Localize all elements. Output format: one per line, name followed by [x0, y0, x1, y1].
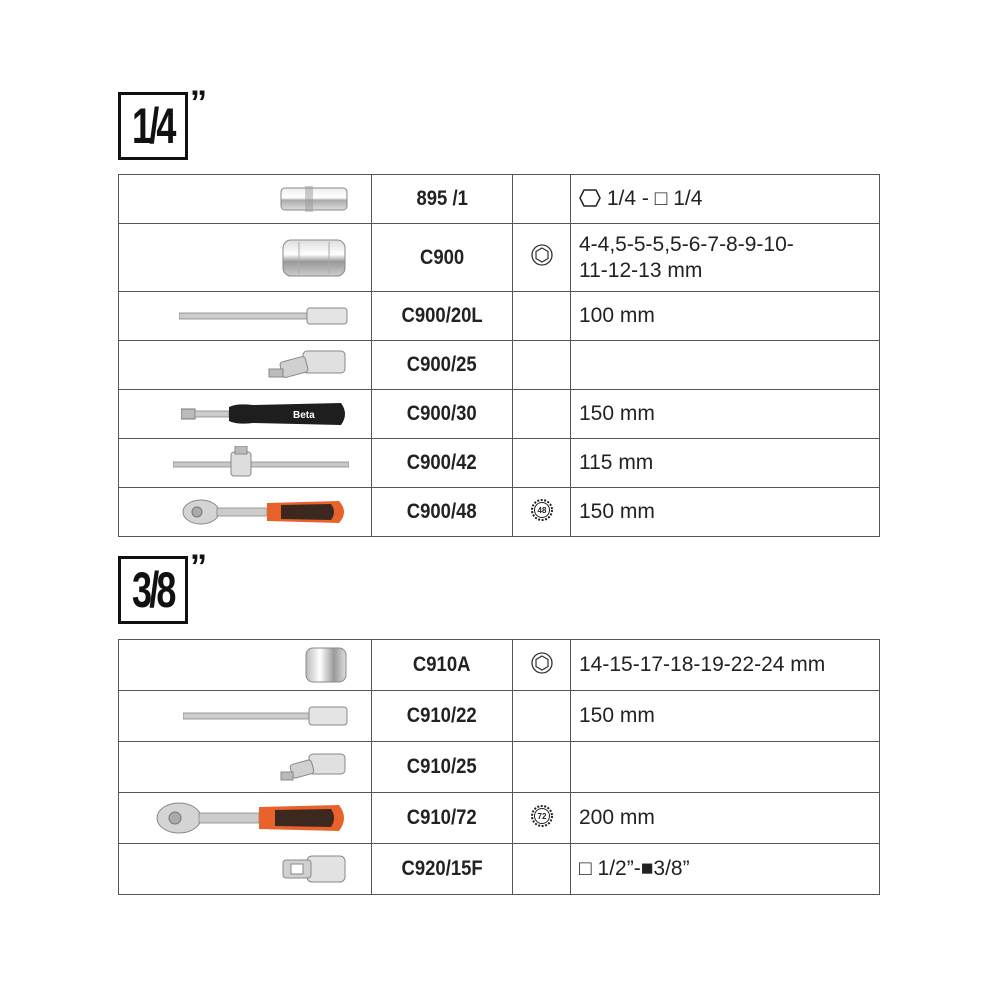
parts-table-three-eighths-inch — [118, 639, 880, 895]
image-cell — [119, 224, 372, 292]
table-row — [119, 175, 880, 224]
symbol-cell — [513, 224, 571, 292]
symbol-cell — [513, 488, 571, 537]
image-cell — [119, 691, 372, 742]
symbol-cell — [513, 439, 571, 488]
part-description: 150 mm — [571, 390, 880, 439]
socket-image — [279, 236, 349, 280]
part-description: 150 mm — [571, 488, 880, 537]
part-code: C910/72 — [372, 793, 513, 844]
universal-joint-image — [267, 347, 349, 383]
ratchet-72-teeth-icon — [531, 805, 553, 827]
part-code: C910A — [372, 640, 513, 691]
desc-part-3: 3/8” — [653, 857, 690, 881]
symbol-cell — [513, 793, 571, 844]
table-row — [119, 793, 880, 844]
image-cell — [119, 341, 372, 390]
part-description: 4-4,5-5-5,5-6-7-8-9-10- 11-12-13 mm — [571, 224, 880, 292]
12-point-socket-icon — [531, 244, 553, 266]
table-row — [119, 640, 880, 691]
adaptor-socket-image — [279, 184, 349, 214]
part-description: 115 mm — [571, 439, 880, 488]
extension-bar-image — [183, 705, 349, 727]
part-code: C920/15F — [372, 844, 513, 895]
ratchet-image — [155, 800, 349, 836]
part-description: 200 mm — [571, 793, 880, 844]
desc-part-1: □ 1/2”- — [579, 857, 641, 881]
table-row — [119, 488, 880, 537]
inch-mark: ” — [190, 84, 207, 122]
inch-mark: ” — [190, 548, 207, 586]
part-code: 895 /1 — [372, 175, 513, 224]
image-cell — [119, 488, 372, 537]
table-row — [119, 390, 880, 439]
table-row — [119, 292, 880, 341]
table-row — [119, 341, 880, 390]
image-cell — [119, 844, 372, 895]
symbol-cell — [513, 691, 571, 742]
part-description: 150 mm — [571, 691, 880, 742]
parts-table-quarter-inch — [118, 174, 880, 537]
socket-image — [303, 645, 349, 685]
image-cell — [119, 742, 372, 793]
part-description: 100 mm — [571, 292, 880, 341]
part-code: C910/25 — [372, 742, 513, 793]
brand-label: Beta — [293, 410, 315, 421]
table-row — [119, 439, 880, 488]
symbol-cell — [513, 292, 571, 341]
symbol-cell — [513, 742, 571, 793]
sliding-t-handle-image — [173, 446, 349, 480]
size-label: 3/8 — [132, 562, 174, 618]
hexagon-outline-icon — [579, 189, 601, 207]
ratchet-image — [181, 497, 349, 527]
section-header-three-eighths-inch — [118, 548, 207, 624]
symbol-cell — [513, 341, 571, 390]
ratchet-48-teeth-icon — [531, 499, 553, 521]
part-code: C910/22 — [372, 691, 513, 742]
part-description: 1/4 - □ 1/4 — [571, 175, 880, 224]
table-row — [119, 224, 880, 292]
part-code: C900/48 — [372, 488, 513, 537]
extension-bar-image — [179, 306, 349, 326]
part-code: C900 — [372, 224, 513, 292]
symbol-cell — [513, 844, 571, 895]
teeth-count: 48 — [537, 505, 546, 515]
image-cell — [119, 175, 372, 224]
symbol-cell — [513, 175, 571, 224]
section-header-quarter-inch — [118, 84, 207, 160]
table-row — [119, 742, 880, 793]
adaptor-image — [279, 850, 349, 888]
filled-square-icon: ■ — [640, 857, 654, 881]
table-row — [119, 691, 880, 742]
table-row — [119, 844, 880, 895]
image-cell — [119, 439, 372, 488]
part-description — [571, 742, 880, 793]
part-description — [571, 844, 880, 895]
symbol-cell — [513, 640, 571, 691]
image-cell — [119, 793, 372, 844]
size-label-box — [118, 92, 188, 160]
part-code: C900/25 — [372, 341, 513, 390]
part-description — [571, 341, 880, 390]
teeth-count: 72 — [537, 811, 546, 821]
part-code: C900/20L — [372, 292, 513, 341]
size-label: 1/4 — [132, 98, 174, 154]
part-code: C900/30 — [372, 390, 513, 439]
universal-joint-image — [279, 750, 349, 784]
image-cell — [119, 390, 372, 439]
part-code: C900/42 — [372, 439, 513, 488]
size-label-box — [118, 556, 188, 624]
symbol-cell — [513, 390, 571, 439]
screwdriver-handle-image — [181, 399, 349, 429]
image-cell — [119, 292, 372, 341]
part-description: 14-15-17-18-19-22-24 mm — [571, 640, 880, 691]
image-cell — [119, 640, 372, 691]
12-point-socket-icon — [531, 652, 553, 674]
